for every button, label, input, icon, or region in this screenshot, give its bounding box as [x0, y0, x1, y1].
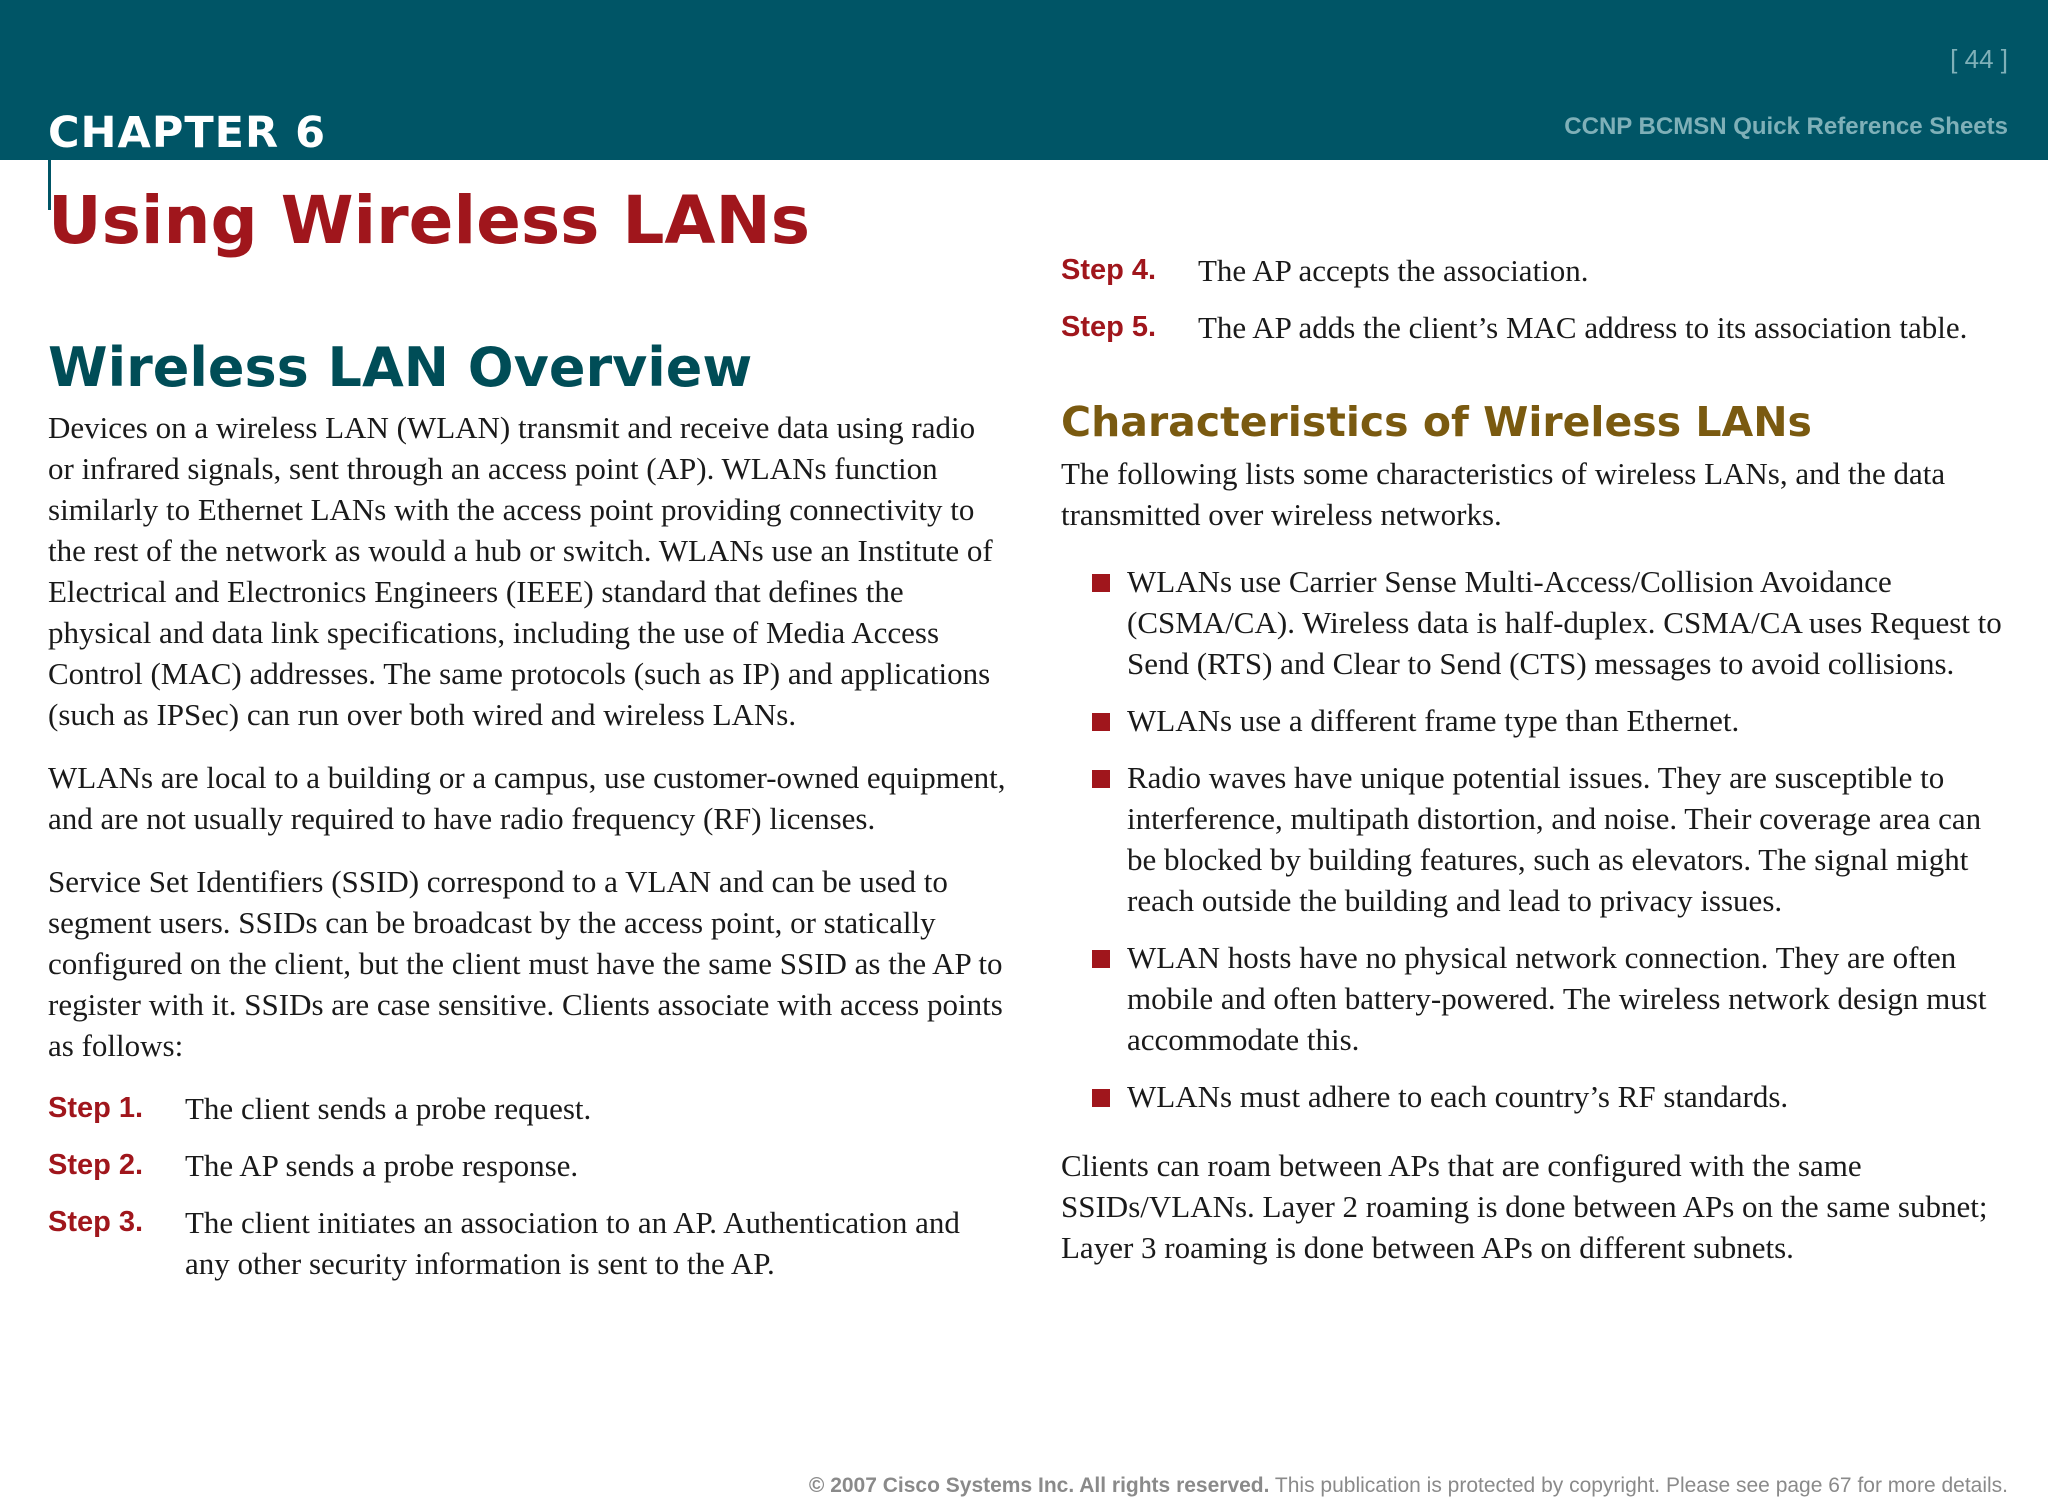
square-bullet-icon — [1092, 1089, 1110, 1107]
association-steps-continued — [1061, 250, 2011, 348]
square-bullet-icon — [1092, 574, 1110, 592]
bullet-item — [1061, 757, 2011, 921]
step-label: Step 5. — [1061, 311, 1157, 343]
bullet-text: WLANs must adhere to each country’s RF standards. — [1127, 1079, 1789, 1115]
copyright-footer — [809, 1474, 2008, 1498]
step-item — [48, 1202, 1008, 1284]
left-column — [48, 336, 1008, 1300]
step-label: Step 3. — [48, 1205, 144, 1238]
overview-paragraph: WLANs are local to a building or a campus, use customer-owned equipment, and are not usually required to have radio frequency (RF) licenses. — [48, 759, 1006, 836]
square-bullet-icon — [1092, 713, 1110, 731]
step-item — [48, 1088, 1008, 1129]
bullet-text: WLANs use Carrier Sense Multi-Access/Collision Avoidance (CSMA/CA). Wireless data is half-duplex. CSMA/CA uses Request to Send (RTS) and Clear to Send (CTS) messages to avoid collisions. — [1127, 564, 2002, 682]
roaming-paragraph: Clients can roam between APs that are configured with the same SSIDs/VLANs. Layer 2 roaming is done between APs on the same subnet; Layer 3 roaming is done between APs on different subnets. — [1061, 1148, 1988, 1266]
square-bullet-icon — [1092, 770, 1110, 788]
association-steps — [48, 1088, 1008, 1284]
bullet-item — [1061, 937, 2011, 1060]
step-text: The AP sends a probe response. — [185, 1147, 579, 1183]
chapter-label: CHAPTER 6 — [48, 108, 327, 158]
step-text: The client initiates an association to an AP. Authentication and any other security information is sent to the AP. — [185, 1204, 960, 1281]
step-label: Step 1. — [48, 1091, 144, 1124]
right-column — [1061, 250, 2011, 1290]
overview-paragraph: Devices on a wireless LAN (WLAN) transmit and receive data using radio or infrared signals, sent through an access point (AP). WLANs function similarly to Ethernet LANs with the access point providing connectivity to the rest of the network as would a hub or switch. WLANs use an Institute of Electrical and Electronics Engineers (IEEE) standard that defines the physical and data link specifications, including the use of Media Access Control (MAC) addresses. The same protocols (such as IP) and applications (such as IPSec) can run over both wired and wireless LANs. — [48, 409, 993, 732]
bullet-text: WLANs use a different frame type than Ethernet. — [1127, 703, 1740, 739]
characteristics-intro: The following lists some characteristics of wireless LANs, and the data transmitted over wireless networks. — [1061, 456, 1946, 533]
chapter-header — [0, 0, 2048, 160]
step-text: The client sends a probe request. — [185, 1090, 592, 1126]
overview-heading: Wireless LAN Overview — [48, 336, 753, 399]
step-item — [48, 1145, 1008, 1186]
bullet-text: Radio waves have unique potential issues. They are susceptible to interference, multipath distortion, and noise. Their coverage area can be blocked by building features, such as elevators. The signal might reach outside the building and lead to privacy issues. — [1127, 760, 1982, 919]
series-title: CCNP BCMSN Quick Reference Sheets — [1564, 113, 2008, 140]
step-item — [1061, 307, 2011, 348]
page-number: [ 44 ] — [1950, 44, 2008, 74]
step-label: Step 2. — [48, 1148, 144, 1181]
overview-paragraph: Service Set Identifiers (SSID) correspond to a VLAN and can be used to segment users. SSIDs can be broadcast by the access point, or statically configured on the client, but the client must have the same SSID as the AP to register with it. SSIDs are case sensitive. Clients associate with access points as follows: — [48, 863, 1003, 1063]
step-text: The AP adds the client’s MAC address to its association table. — [1198, 310, 1968, 345]
bullet-item — [1061, 1076, 2011, 1117]
page-title: Using Wireless LANs — [48, 182, 811, 259]
step-text: The AP accepts the association. — [1198, 253, 1589, 288]
characteristics-heading: Characteristics of Wireless LANs — [1061, 398, 1812, 446]
step-item — [1061, 250, 2011, 291]
copyright-notice: This publication is protected by copyright. Please see page 67 for more details. — [1269, 1474, 2008, 1497]
copyright-text: © 2007 Cisco Systems Inc. All rights reserved. — [808, 1474, 1270, 1497]
bullet-text: WLAN hosts have no physical network connection. They are often mobile and often battery-powered. The wireless network design must accommodate this. — [1127, 940, 1987, 1058]
bullet-item — [1061, 561, 2011, 684]
characteristics-list — [1061, 561, 2011, 1117]
step-label: Step 4. — [1061, 254, 1157, 286]
bullet-item — [1061, 700, 2011, 741]
square-bullet-icon — [1092, 950, 1110, 968]
